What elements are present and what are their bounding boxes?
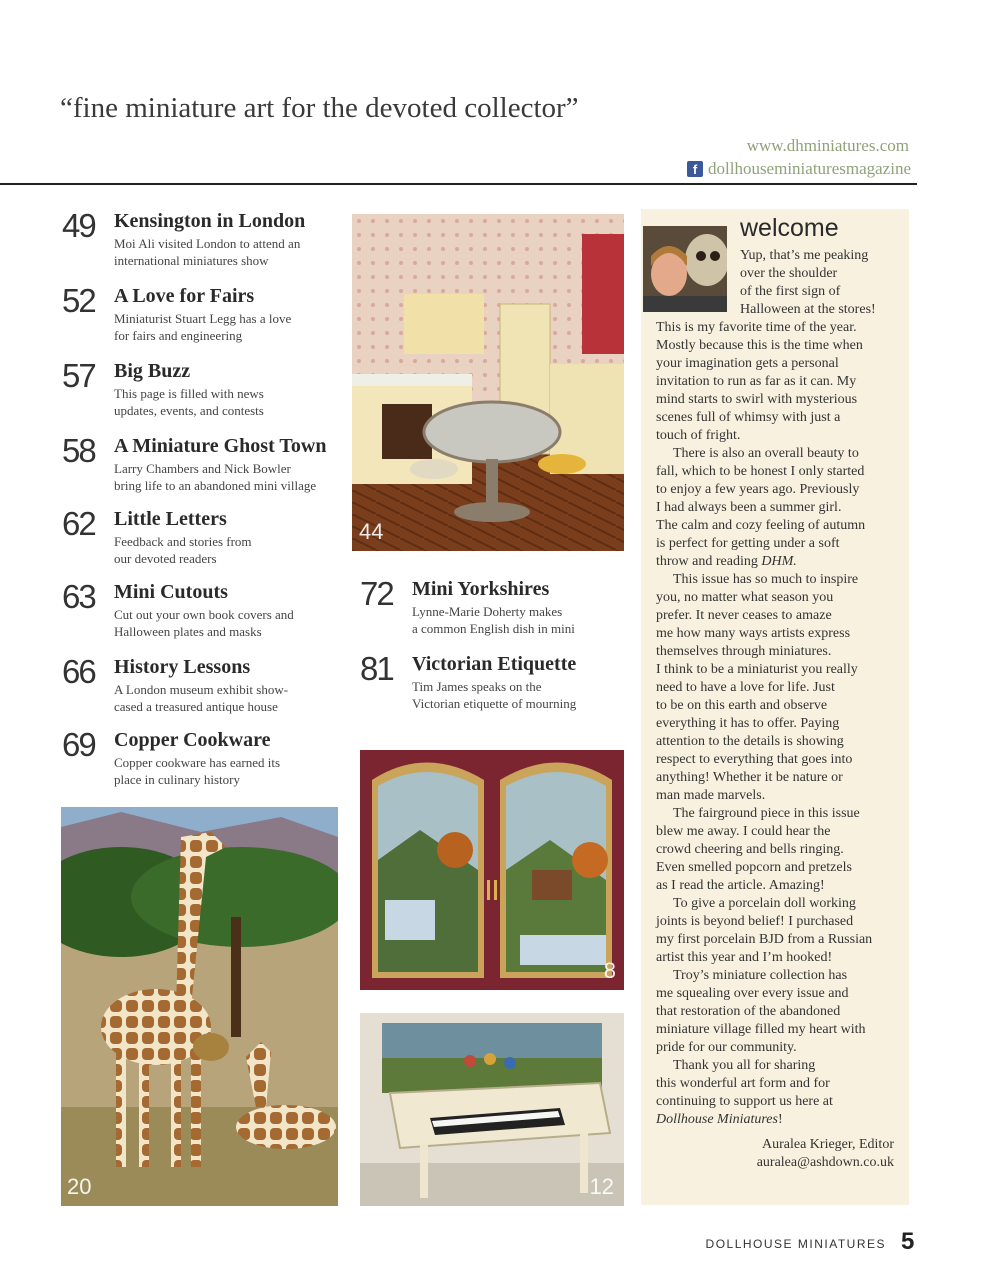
welcome-line: joints is beyond belief! I purchased — [656, 914, 854, 929]
facebook-icon: f — [687, 161, 703, 177]
toc-item[interactable] — [62, 580, 294, 640]
tagline: “fine miniature art for the devoted collector” — [60, 92, 579, 124]
welcome-line: scenes full of whimsy with just a — [656, 410, 841, 425]
welcome-line: crowd cheering and bells ringing. — [656, 842, 844, 857]
facebook-link[interactable] — [687, 159, 911, 179]
painted-doors-photo[interactable] — [360, 750, 624, 990]
toc-item[interactable] — [360, 652, 576, 712]
welcome-line: throw and reading DHM. — [656, 554, 797, 569]
toc-item[interactable] — [62, 434, 326, 494]
welcome-line: you, no matter what season you — [656, 590, 834, 605]
welcome-line: blew me away. I could hear the — [656, 824, 831, 839]
toc-description: Tim James speaks on the Victorian etiquette of mourning — [412, 679, 577, 711]
welcome-line: I had always been a summer girl. — [656, 500, 842, 515]
footer-page-number: 5 — [901, 1228, 915, 1255]
toc-page-number: 49 — [62, 207, 95, 244]
welcome-line: this wonderful art form and for — [656, 1076, 830, 1091]
toc-item[interactable] — [62, 655, 288, 715]
editor-photo — [643, 226, 727, 312]
harpsichord-illustration — [360, 1013, 624, 1206]
toc-title: Victorian Etiquette — [412, 653, 577, 675]
welcome-line: over the shoulder — [740, 266, 838, 281]
welcome-line: pride for our community. — [656, 1040, 797, 1055]
welcome-line: prefer. It never ceases to amaze — [656, 608, 832, 623]
welcome-line: Mostly because this is the time when — [656, 338, 863, 353]
editor-signature: Auralea Krieger, Editor — [762, 1137, 894, 1152]
welcome-line: Even smelled popcorn and pretzels — [656, 860, 852, 875]
toc-page-number: 72 — [360, 575, 393, 612]
toc-title: History Lessons — [114, 656, 251, 678]
welcome-line: artist this year and I’m hooked! — [656, 950, 833, 965]
welcome-line: man made marvels. — [656, 788, 766, 803]
editor-email[interactable]: auralea@ashdown.co.uk — [756, 1155, 894, 1170]
toc-item[interactable] — [62, 284, 291, 344]
welcome-line: that restoration of the abandoned — [656, 1004, 841, 1019]
welcome-line: Thank you all for sharing — [673, 1058, 816, 1073]
toc-page-number: 81 — [360, 650, 393, 687]
toc-title: A Love for Fairs — [114, 285, 255, 307]
toc-description: Miniaturist Stuart Legg has a love for fairs and engineering — [114, 311, 292, 343]
toc-description: Lynne-Marie Doherty makes a common English dish in mini — [412, 604, 575, 636]
toc-item[interactable] — [62, 507, 252, 567]
toc-title: Mini Cutouts — [114, 581, 228, 603]
magazine-abbrev: DHM. — [761, 554, 797, 569]
toc-title: A Miniature Ghost Town — [114, 435, 327, 457]
welcome-line: to be on this earth and observe — [656, 698, 828, 713]
giraffe-photo[interactable] — [61, 807, 338, 1206]
welcome-line: touch of fright. — [656, 428, 741, 443]
facebook-handle: dollhouseminiaturesmagazine — [708, 159, 911, 178]
toc-title: Kensington in London — [114, 210, 306, 232]
toc-title: Little Letters — [114, 508, 227, 530]
toc-page-number: 52 — [62, 282, 95, 319]
welcome-line: need to have a love for life. Just — [656, 680, 835, 695]
welcome-line: of the first sign of — [740, 284, 841, 299]
toc-item[interactable] — [62, 209, 305, 269]
website-link[interactable]: www.dhminiatures.com — [746, 136, 909, 155]
welcome-line: is perfect for getting under a soft — [656, 536, 840, 551]
welcome-line: To give a porcelain doll working — [673, 896, 856, 911]
photo-page-number: 44 — [359, 519, 384, 544]
welcome-line: your imagination gets a personal — [656, 356, 839, 371]
welcome-line: as I read the article. Amazing! — [656, 878, 825, 893]
toc-page-number: 57 — [62, 357, 95, 394]
footer-magazine-name: DOLLHOUSE MINIATURES — [705, 1237, 886, 1251]
toc-item[interactable] — [360, 577, 575, 637]
magazine-name: Dollhouse Miniatures — [656, 1112, 778, 1127]
toc-description: Moi Ali visited London to attend an international miniatures show — [114, 236, 301, 268]
toc-description: Larry Chambers and Nick Bowler bring life to an abandoned mini village — [114, 461, 317, 493]
toc-page-number: 62 — [62, 505, 95, 542]
toc-page-number: 69 — [62, 726, 95, 763]
welcome-line: anything! Whether it be nature or — [656, 770, 843, 785]
welcome-line: The fairground piece in this issue — [673, 806, 860, 821]
welcome-line: This issue has so much to inspire — [673, 572, 859, 587]
welcome-line: mind starts to swirl with mysterious — [656, 392, 858, 407]
toc-item[interactable] — [62, 728, 280, 788]
welcome-line: Troy’s miniature collection has — [673, 968, 848, 983]
toc-description: Copper cookware has earned its place in culinary history — [114, 755, 281, 787]
editor-avatar — [643, 226, 727, 312]
welcome-line: This is my favorite time of the year. — [656, 320, 857, 335]
welcome-line: invitation to run as far as it can. My — [656, 374, 857, 389]
welcome-line: continuing to support us here at — [656, 1094, 833, 1109]
giraffe-illustration — [61, 807, 338, 1206]
toc-description: Feedback and stories from our devoted readers — [114, 534, 252, 566]
welcome-line: attention to the details is showing — [656, 734, 844, 749]
welcome-line: me how many ways artists express — [656, 626, 851, 641]
welcome-line: everything it has to offer. Paying — [656, 716, 840, 731]
toc-page-number: 66 — [62, 653, 95, 690]
photo-page-number: 8 — [603, 958, 616, 983]
welcome-line: me squealing over every issue and — [656, 986, 849, 1001]
toc-title: Mini Yorkshires — [412, 578, 550, 600]
header-rule — [0, 183, 917, 185]
welcome-line: respect to everything that goes into — [656, 752, 853, 767]
toc-description: A London museum exhibit show- cased a treasured antique house — [114, 682, 289, 714]
welcome-line: Dollhouse Miniatures! — [656, 1112, 783, 1127]
doors-illustration — [360, 750, 624, 990]
welcome-line: There is also an overall beauty to — [673, 446, 859, 461]
welcome-heading: welcome — [740, 214, 839, 242]
welcome-line: The calm and cozy feeling of autumn — [656, 518, 866, 533]
kitchen-illustration — [352, 214, 624, 551]
harpsichord-photo[interactable] — [360, 1013, 624, 1206]
welcome-line: Halloween at the stores! — [740, 302, 876, 317]
toc-description: Cut out your own book covers and Halloween plates and masks — [114, 607, 294, 639]
toc-page-number: 63 — [62, 578, 95, 615]
toc-item[interactable] — [62, 359, 264, 419]
welcome-line: to enjoy a few years ago. Previously — [656, 482, 860, 497]
kitchen-photo[interactable] — [352, 214, 624, 551]
toc-page-number: 58 — [62, 432, 95, 469]
photo-page-number: 12 — [589, 1174, 614, 1199]
welcome-line: fall, which to be honest I only started — [656, 464, 865, 479]
welcome-line: Yup, that’s me peaking — [740, 248, 869, 263]
toc-title: Big Buzz — [114, 360, 191, 382]
toc-title: Copper Cookware — [114, 729, 271, 751]
welcome-line: themselves through miniatures. — [656, 644, 832, 659]
welcome-line: my first porcelain BJD from a Russian — [656, 932, 873, 947]
photo-page-number: 20 — [67, 1174, 92, 1199]
welcome-line: I think to be a miniaturist you really — [656, 662, 858, 677]
welcome-line: miniature village filled my heart with — [656, 1022, 866, 1037]
toc-description: This page is filled with news updates, events, and contests — [114, 386, 264, 418]
